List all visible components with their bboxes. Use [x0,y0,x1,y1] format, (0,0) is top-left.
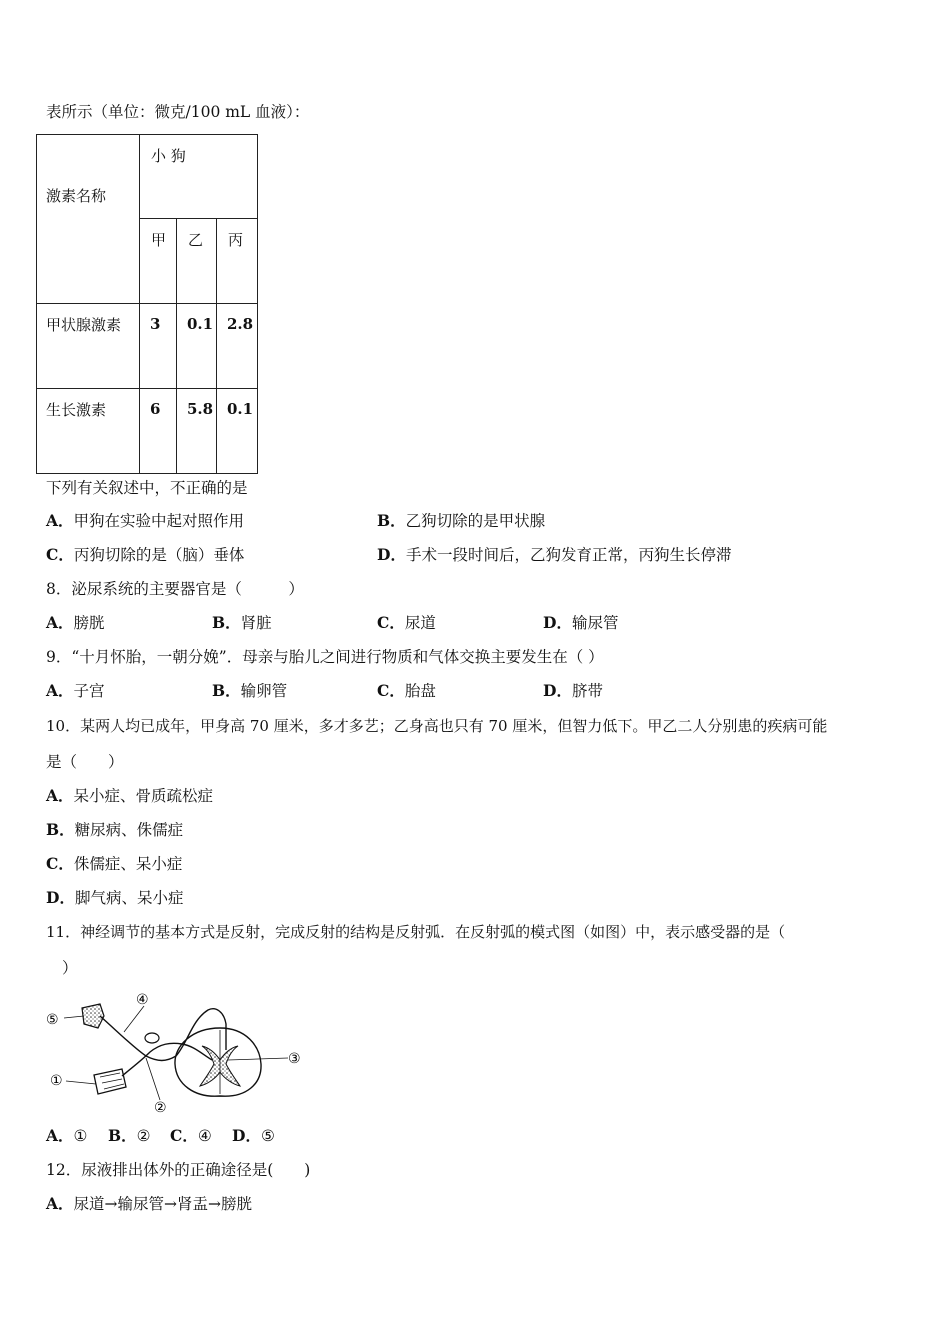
table-intro: 表所示（单位：微克/100 mL 血液）： [46,103,310,121]
table-header-dog: 乙 [177,219,217,304]
table-row [37,304,258,389]
label-1: ① [50,1073,63,1089]
table-cell: 0.1 [217,389,258,474]
option-c[interactable]: C．尿道 [377,613,436,632]
option-b[interactable]: B．② [108,1126,151,1145]
row-label: 甲状腺激素 [37,304,140,389]
table-cell: 5.8 [177,389,217,474]
option-a[interactable]: A．呆小症、骨质疏松症 [46,786,214,805]
option-c[interactable]: C．④ [170,1126,212,1145]
table-header-dog: 丙 [217,219,258,304]
option-c[interactable]: C．丙狗切除的是（脑）垂体 [46,545,245,564]
question-stem: 8．泌尿系统的主要器官是（ ） [46,580,304,598]
question-stem: 10．某两人均已成年，甲身高 70 厘米，多才多艺；乙身高也只有 70 厘米，但智力低下。甲乙二人分别患的疾病可能 [46,717,828,735]
ganglion [145,1033,159,1043]
hormone-table [36,134,258,474]
option-a[interactable]: A．① [46,1126,88,1145]
option-c[interactable]: C．胎盘 [377,681,436,700]
question-stem-cont: ） [62,959,78,977]
table-header-dog: 甲 [140,219,177,304]
question-stem: 下列有关叙述中，不正确的是 [46,479,248,497]
table-header-group: 小 狗 [140,135,258,219]
table-cell: 0.1 [177,304,217,389]
label-4: ④ [136,992,149,1008]
option-b[interactable]: B．乙狗切除的是甲状腺 [377,511,546,530]
option-b[interactable]: B．肾脏 [212,613,272,632]
skin-receptor [94,1069,126,1094]
spinal-cord [175,1028,261,1096]
option-a[interactable]: A．甲狗在实验中起对照作用 [46,511,245,530]
label-3: ③ [288,1051,301,1067]
option-a[interactable]: A．子宫 [46,681,105,700]
table-cell: 6 [140,389,177,474]
option-d[interactable]: D．输尿管 [543,613,619,632]
option-c[interactable]: C．侏儒症、呆小症 [46,854,183,873]
option-d[interactable]: D．脚气病、呆小症 [46,888,184,907]
question-stem-cont: 是（ ） [46,753,124,771]
label-2: ② [154,1100,167,1116]
table-header-name: 激素名称 [37,135,140,304]
option-d[interactable]: D．⑤ [232,1126,275,1145]
option-b[interactable]: B．糖尿病、侏儒症 [46,820,184,839]
motor-nerve [100,1009,226,1061]
option-a[interactable]: A．膀胱 [46,613,105,632]
option-a[interactable]: A．尿道→输尿管→肾盂→膀胱 [46,1194,252,1213]
question-stem: 9．“十月怀胎，一朝分娩”．母亲与胎儿之间进行物质和气体交换主要发生在（ ） [46,648,604,666]
table-cell: 2.8 [217,304,258,389]
row-label: 生长激素 [37,389,140,474]
table-row [37,389,258,474]
reflex-arc-diagram [42,988,312,1116]
table-cell: 3 [140,304,177,389]
option-b[interactable]: B．输卵管 [212,681,288,700]
option-d[interactable]: D．手术一段时间后，乙狗发育正常，丙狗生长停滞 [377,545,732,564]
option-d[interactable]: D．脐带 [543,681,603,700]
question-stem: 12．尿液排出体外的正确途径是( ) [46,1161,311,1179]
label-5: ⑤ [46,1012,59,1028]
question-stem: 11．神经调节的基本方式是反射，完成反射的结构是反射弧．在反射弧的模式图（如图）中，表示感受器的是（ [46,923,786,941]
